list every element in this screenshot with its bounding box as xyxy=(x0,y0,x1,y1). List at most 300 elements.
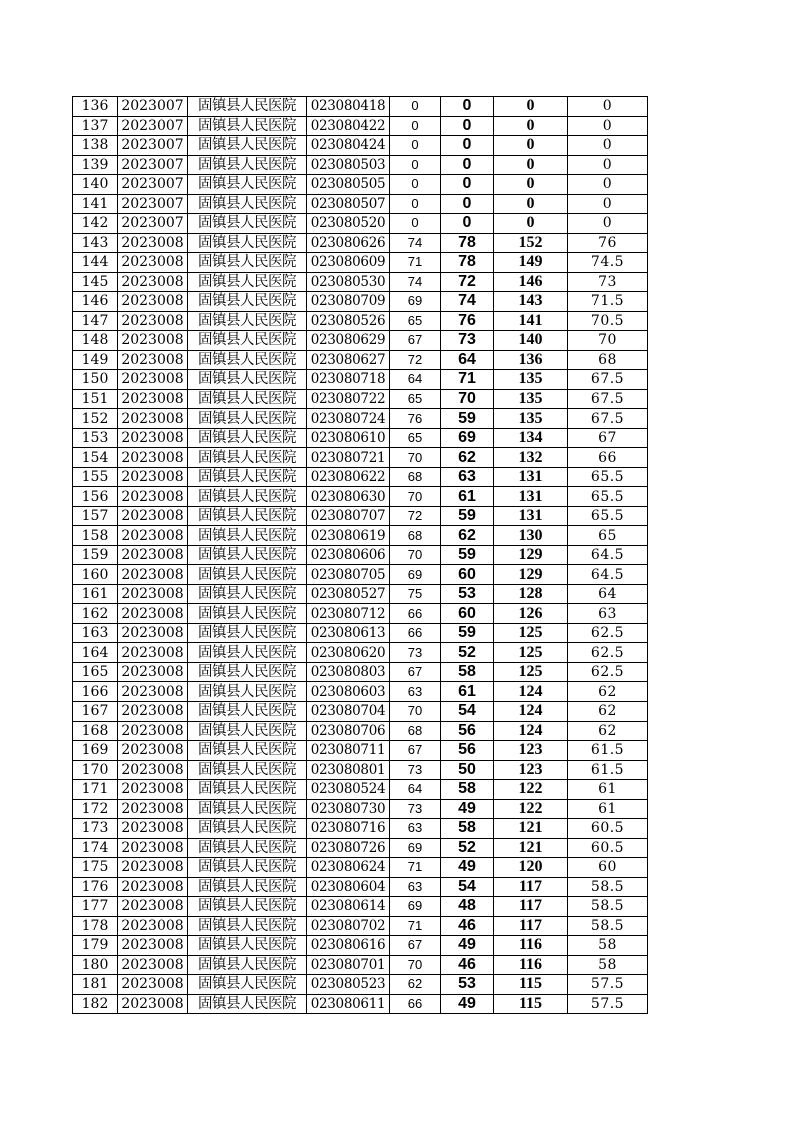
row-number-cell: 156 xyxy=(73,487,118,507)
interview-score-cell: 58 xyxy=(441,780,494,800)
position-code-cell: 2023008 xyxy=(118,253,188,273)
interview-score-cell: 49 xyxy=(441,994,494,1014)
row-number-cell: 150 xyxy=(73,370,118,390)
position-code-cell: 2023008 xyxy=(118,565,188,585)
written-score-cell: 66 xyxy=(390,604,441,624)
written-score-cell: 70 xyxy=(390,701,441,721)
table-row xyxy=(73,721,648,741)
ticket-number-cell: 023080530 xyxy=(307,272,390,292)
total-score-cell: 129 xyxy=(494,565,568,585)
table-row xyxy=(73,526,648,546)
ticket-number-cell: 023080726 xyxy=(307,838,390,858)
interview-score-cell: 46 xyxy=(441,916,494,936)
interview-score-cell: 78 xyxy=(441,233,494,253)
unit-name-cell: 固镇县人民医院 xyxy=(188,136,307,156)
ticket-number-cell: 023080604 xyxy=(307,877,390,897)
row-number-cell: 178 xyxy=(73,916,118,936)
final-score-cell: 64.5 xyxy=(568,565,648,585)
position-code-cell: 2023008 xyxy=(118,682,188,702)
position-code-cell: 2023008 xyxy=(118,858,188,878)
position-code-cell: 2023008 xyxy=(118,799,188,819)
position-code-cell: 2023008 xyxy=(118,623,188,643)
unit-name-cell: 固镇县人民医院 xyxy=(188,370,307,390)
ticket-number-cell: 023080505 xyxy=(307,175,390,195)
interview-score-cell: 49 xyxy=(441,936,494,956)
final-score-cell: 62.5 xyxy=(568,643,648,663)
interview-score-cell: 61 xyxy=(441,682,494,702)
interview-score-cell: 58 xyxy=(441,819,494,839)
position-code-cell: 2023008 xyxy=(118,877,188,897)
ticket-number-cell: 023080613 xyxy=(307,623,390,643)
ticket-number-cell: 023080619 xyxy=(307,526,390,546)
position-code-cell: 2023008 xyxy=(118,994,188,1014)
interview-score-cell: 56 xyxy=(441,721,494,741)
row-number-cell: 182 xyxy=(73,994,118,1014)
unit-name-cell: 固镇县人民医院 xyxy=(188,643,307,663)
total-score-cell: 143 xyxy=(494,292,568,312)
interview-score-cell: 53 xyxy=(441,584,494,604)
total-score-cell: 128 xyxy=(494,584,568,604)
unit-name-cell: 固镇县人民医院 xyxy=(188,506,307,526)
final-score-cell: 58.5 xyxy=(568,877,648,897)
unit-name-cell: 固镇县人民医院 xyxy=(188,545,307,565)
row-number-cell: 145 xyxy=(73,272,118,292)
interview-score-cell: 58 xyxy=(441,662,494,682)
interview-score-cell: 49 xyxy=(441,858,494,878)
unit-name-cell: 固镇县人民医院 xyxy=(188,682,307,702)
written-score-cell: 69 xyxy=(390,292,441,312)
ticket-number-cell: 023080523 xyxy=(307,975,390,995)
table-row xyxy=(73,487,648,507)
interview-score-cell: 52 xyxy=(441,643,494,663)
ticket-number-cell: 023080709 xyxy=(307,292,390,312)
unit-name-cell: 固镇县人民医院 xyxy=(188,955,307,975)
total-score-cell: 120 xyxy=(494,858,568,878)
total-score-cell: 0 xyxy=(494,175,568,195)
table-row xyxy=(73,253,648,273)
position-code-cell: 2023008 xyxy=(118,350,188,370)
row-number-cell: 143 xyxy=(73,233,118,253)
ticket-number-cell: 023080626 xyxy=(307,233,390,253)
interview-score-cell: 0 xyxy=(441,136,494,156)
table-row xyxy=(73,370,648,390)
ticket-number-cell: 023080803 xyxy=(307,662,390,682)
written-score-cell: 73 xyxy=(390,643,441,663)
row-number-cell: 151 xyxy=(73,389,118,409)
position-code-cell: 2023008 xyxy=(118,487,188,507)
position-code-cell: 2023007 xyxy=(118,214,188,234)
total-score-cell: 124 xyxy=(494,721,568,741)
table-row xyxy=(73,897,648,917)
final-score-cell: 70 xyxy=(568,331,648,351)
unit-name-cell: 固镇县人民医院 xyxy=(188,155,307,175)
table-row xyxy=(73,175,648,195)
final-score-cell: 62 xyxy=(568,682,648,702)
written-score-cell: 0 xyxy=(390,116,441,136)
unit-name-cell: 固镇县人民医院 xyxy=(188,116,307,136)
table-row xyxy=(73,975,648,995)
table-row xyxy=(73,311,648,331)
total-score-cell: 123 xyxy=(494,741,568,761)
final-score-cell: 60.5 xyxy=(568,838,648,858)
ticket-number-cell: 023080630 xyxy=(307,487,390,507)
ticket-number-cell: 023080801 xyxy=(307,760,390,780)
unit-name-cell: 固镇县人民医院 xyxy=(188,350,307,370)
interview-score-cell: 50 xyxy=(441,760,494,780)
unit-name-cell: 固镇县人民医院 xyxy=(188,604,307,624)
position-code-cell: 2023008 xyxy=(118,916,188,936)
written-score-cell: 68 xyxy=(390,721,441,741)
written-score-cell: 63 xyxy=(390,877,441,897)
table-row xyxy=(73,233,648,253)
final-score-cell: 0 xyxy=(568,116,648,136)
written-score-cell: 64 xyxy=(390,370,441,390)
table-row xyxy=(73,292,648,312)
position-code-cell: 2023008 xyxy=(118,662,188,682)
interview-score-cell: 74 xyxy=(441,292,494,312)
unit-name-cell: 固镇县人民医院 xyxy=(188,877,307,897)
row-number-cell: 173 xyxy=(73,819,118,839)
total-score-cell: 132 xyxy=(494,448,568,468)
row-number-cell: 148 xyxy=(73,331,118,351)
row-number-cell: 169 xyxy=(73,741,118,761)
unit-name-cell: 固镇县人民医院 xyxy=(188,760,307,780)
written-score-cell: 0 xyxy=(390,194,441,214)
position-code-cell: 2023007 xyxy=(118,175,188,195)
row-number-cell: 153 xyxy=(73,428,118,448)
written-score-cell: 74 xyxy=(390,233,441,253)
total-score-cell: 124 xyxy=(494,682,568,702)
written-score-cell: 68 xyxy=(390,467,441,487)
total-score-cell: 115 xyxy=(494,994,568,1014)
table-row xyxy=(73,877,648,897)
row-number-cell: 171 xyxy=(73,780,118,800)
ticket-number-cell: 023080422 xyxy=(307,116,390,136)
ticket-number-cell: 023080624 xyxy=(307,858,390,878)
interview-score-cell: 76 xyxy=(441,311,494,331)
total-score-cell: 135 xyxy=(494,370,568,390)
position-code-cell: 2023008 xyxy=(118,819,188,839)
total-score-cell: 124 xyxy=(494,701,568,721)
written-score-cell: 70 xyxy=(390,545,441,565)
interview-score-cell: 71 xyxy=(441,370,494,390)
unit-name-cell: 固镇县人民医院 xyxy=(188,721,307,741)
total-score-cell: 152 xyxy=(494,233,568,253)
unit-name-cell: 固镇县人民医院 xyxy=(188,214,307,234)
table-row xyxy=(73,682,648,702)
table-row xyxy=(73,350,648,370)
final-score-cell: 65.5 xyxy=(568,467,648,487)
written-score-cell: 76 xyxy=(390,409,441,429)
row-number-cell: 174 xyxy=(73,838,118,858)
final-score-cell: 61 xyxy=(568,780,648,800)
interview-score-cell: 0 xyxy=(441,97,494,117)
final-score-cell: 67 xyxy=(568,428,648,448)
table-row xyxy=(73,838,648,858)
interview-score-cell: 72 xyxy=(441,272,494,292)
ticket-number-cell: 023080524 xyxy=(307,780,390,800)
written-score-cell: 66 xyxy=(390,623,441,643)
written-score-cell: 65 xyxy=(390,311,441,331)
row-number-cell: 168 xyxy=(73,721,118,741)
total-score-cell: 0 xyxy=(494,194,568,214)
total-score-cell: 122 xyxy=(494,799,568,819)
total-score-cell: 117 xyxy=(494,916,568,936)
ticket-number-cell: 023080718 xyxy=(307,370,390,390)
row-number-cell: 179 xyxy=(73,936,118,956)
unit-name-cell: 固镇县人民医院 xyxy=(188,526,307,546)
row-number-cell: 160 xyxy=(73,565,118,585)
written-score-cell: 72 xyxy=(390,350,441,370)
ticket-number-cell: 023080507 xyxy=(307,194,390,214)
written-score-cell: 69 xyxy=(390,897,441,917)
interview-score-cell: 0 xyxy=(441,194,494,214)
written-score-cell: 73 xyxy=(390,799,441,819)
final-score-cell: 62 xyxy=(568,721,648,741)
ticket-number-cell: 023080610 xyxy=(307,428,390,448)
table-row xyxy=(73,936,648,956)
table-row xyxy=(73,994,648,1014)
written-score-cell: 62 xyxy=(390,975,441,995)
total-score-cell: 121 xyxy=(494,838,568,858)
ticket-number-cell: 023080730 xyxy=(307,799,390,819)
total-score-cell: 0 xyxy=(494,136,568,156)
table-row xyxy=(73,136,648,156)
position-code-cell: 2023008 xyxy=(118,428,188,448)
written-score-cell: 67 xyxy=(390,936,441,956)
total-score-cell: 121 xyxy=(494,819,568,839)
total-score-cell: 117 xyxy=(494,897,568,917)
final-score-cell: 58.5 xyxy=(568,897,648,917)
total-score-cell: 131 xyxy=(494,467,568,487)
total-score-cell: 0 xyxy=(494,214,568,234)
written-score-cell: 0 xyxy=(390,136,441,156)
written-score-cell: 0 xyxy=(390,175,441,195)
table-row xyxy=(73,819,648,839)
unit-name-cell: 固镇县人民医院 xyxy=(188,194,307,214)
final-score-cell: 60 xyxy=(568,858,648,878)
final-score-cell: 74.5 xyxy=(568,253,648,273)
total-score-cell: 135 xyxy=(494,389,568,409)
interview-score-cell: 61 xyxy=(441,487,494,507)
written-score-cell: 67 xyxy=(390,741,441,761)
table-row xyxy=(73,858,648,878)
row-number-cell: 152 xyxy=(73,409,118,429)
position-code-cell: 2023008 xyxy=(118,448,188,468)
ticket-number-cell: 023080627 xyxy=(307,350,390,370)
row-number-cell: 157 xyxy=(73,506,118,526)
final-score-cell: 61 xyxy=(568,799,648,819)
written-score-cell: 71 xyxy=(390,253,441,273)
written-score-cell: 0 xyxy=(390,214,441,234)
unit-name-cell: 固镇县人民医院 xyxy=(188,994,307,1014)
position-code-cell: 2023008 xyxy=(118,409,188,429)
unit-name-cell: 固镇县人民医院 xyxy=(188,428,307,448)
total-score-cell: 123 xyxy=(494,760,568,780)
ticket-number-cell: 023080712 xyxy=(307,604,390,624)
written-score-cell: 70 xyxy=(390,448,441,468)
table-row xyxy=(73,741,648,761)
interview-score-cell: 60 xyxy=(441,604,494,624)
total-score-cell: 125 xyxy=(494,623,568,643)
total-score-cell: 140 xyxy=(494,331,568,351)
final-score-cell: 57.5 xyxy=(568,994,648,1014)
interview-score-cell: 56 xyxy=(441,741,494,761)
final-score-cell: 70.5 xyxy=(568,311,648,331)
unit-name-cell: 固镇县人民医院 xyxy=(188,565,307,585)
table-row xyxy=(73,194,648,214)
final-score-cell: 0 xyxy=(568,175,648,195)
unit-name-cell: 固镇县人民医院 xyxy=(188,897,307,917)
unit-name-cell: 固镇县人民医院 xyxy=(188,819,307,839)
unit-name-cell: 固镇县人民医院 xyxy=(188,662,307,682)
interview-score-cell: 54 xyxy=(441,701,494,721)
written-score-cell: 72 xyxy=(390,506,441,526)
ticket-number-cell: 023080611 xyxy=(307,994,390,1014)
ticket-number-cell: 023080622 xyxy=(307,467,390,487)
final-score-cell: 0 xyxy=(568,214,648,234)
row-number-cell: 176 xyxy=(73,877,118,897)
total-score-cell: 149 xyxy=(494,253,568,273)
total-score-cell: 117 xyxy=(494,877,568,897)
final-score-cell: 0 xyxy=(568,155,648,175)
written-score-cell: 67 xyxy=(390,662,441,682)
row-number-cell: 155 xyxy=(73,467,118,487)
unit-name-cell: 固镇县人民医院 xyxy=(188,741,307,761)
written-score-cell: 65 xyxy=(390,389,441,409)
position-code-cell: 2023008 xyxy=(118,389,188,409)
written-score-cell: 64 xyxy=(390,780,441,800)
final-score-cell: 64 xyxy=(568,584,648,604)
interview-score-cell: 49 xyxy=(441,799,494,819)
row-number-cell: 180 xyxy=(73,955,118,975)
table-row xyxy=(73,623,648,643)
unit-name-cell: 固镇县人民医院 xyxy=(188,623,307,643)
table-row xyxy=(73,643,648,663)
ticket-number-cell: 023080526 xyxy=(307,311,390,331)
written-score-cell: 71 xyxy=(390,916,441,936)
interview-score-cell: 70 xyxy=(441,389,494,409)
table-row xyxy=(73,780,648,800)
table-row xyxy=(73,389,648,409)
row-number-cell: 138 xyxy=(73,136,118,156)
table-row xyxy=(73,701,648,721)
position-code-cell: 2023008 xyxy=(118,467,188,487)
interview-score-cell: 62 xyxy=(441,526,494,546)
unit-name-cell: 固镇县人民医院 xyxy=(188,467,307,487)
unit-name-cell: 固镇县人民医院 xyxy=(188,916,307,936)
unit-name-cell: 固镇县人民医院 xyxy=(188,311,307,331)
written-score-cell: 68 xyxy=(390,526,441,546)
position-code-cell: 2023008 xyxy=(118,701,188,721)
row-number-cell: 181 xyxy=(73,975,118,995)
unit-name-cell: 固镇县人民医院 xyxy=(188,701,307,721)
interview-score-cell: 73 xyxy=(441,331,494,351)
total-score-cell: 146 xyxy=(494,272,568,292)
row-number-cell: 146 xyxy=(73,292,118,312)
row-number-cell: 147 xyxy=(73,311,118,331)
interview-score-cell: 64 xyxy=(441,350,494,370)
final-score-cell: 58 xyxy=(568,955,648,975)
ticket-number-cell: 023080520 xyxy=(307,214,390,234)
table-row xyxy=(73,584,648,604)
row-number-cell: 141 xyxy=(73,194,118,214)
final-score-cell: 0 xyxy=(568,194,648,214)
written-score-cell: 70 xyxy=(390,487,441,507)
position-code-cell: 2023008 xyxy=(118,975,188,995)
total-score-cell: 125 xyxy=(494,643,568,663)
ticket-number-cell: 023080424 xyxy=(307,136,390,156)
unit-name-cell: 固镇县人民医院 xyxy=(188,253,307,273)
interview-score-cell: 0 xyxy=(441,116,494,136)
ticket-number-cell: 023080527 xyxy=(307,584,390,604)
written-score-cell: 70 xyxy=(390,955,441,975)
position-code-cell: 2023008 xyxy=(118,897,188,917)
interview-score-cell: 63 xyxy=(441,467,494,487)
position-code-cell: 2023008 xyxy=(118,272,188,292)
position-code-cell: 2023007 xyxy=(118,136,188,156)
ticket-number-cell: 023080716 xyxy=(307,819,390,839)
total-score-cell: 116 xyxy=(494,955,568,975)
total-score-cell: 135 xyxy=(494,409,568,429)
unit-name-cell: 固镇县人民医院 xyxy=(188,97,307,117)
unit-name-cell: 固镇县人民医院 xyxy=(188,858,307,878)
ticket-number-cell: 023080418 xyxy=(307,97,390,117)
row-number-cell: 175 xyxy=(73,858,118,878)
written-score-cell: 74 xyxy=(390,272,441,292)
position-code-cell: 2023007 xyxy=(118,194,188,214)
unit-name-cell: 固镇县人民医院 xyxy=(188,175,307,195)
unit-name-cell: 固镇县人民医院 xyxy=(188,292,307,312)
ticket-number-cell: 023080724 xyxy=(307,409,390,429)
unit-name-cell: 固镇县人民医院 xyxy=(188,389,307,409)
unit-name-cell: 固镇县人民医院 xyxy=(188,936,307,956)
written-score-cell: 66 xyxy=(390,994,441,1014)
position-code-cell: 2023008 xyxy=(118,331,188,351)
ticket-number-cell: 023080629 xyxy=(307,331,390,351)
score-table-body xyxy=(73,97,648,1014)
table-row xyxy=(73,506,648,526)
table-row xyxy=(73,565,648,585)
final-score-cell: 58.5 xyxy=(568,916,648,936)
interview-score-cell: 59 xyxy=(441,623,494,643)
final-score-cell: 62.5 xyxy=(568,662,648,682)
table-row xyxy=(73,448,648,468)
unit-name-cell: 固镇县人民医院 xyxy=(188,838,307,858)
table-row xyxy=(73,214,648,234)
written-score-cell: 69 xyxy=(390,565,441,585)
final-score-cell: 61.5 xyxy=(568,741,648,761)
row-number-cell: 137 xyxy=(73,116,118,136)
position-code-cell: 2023008 xyxy=(118,721,188,741)
written-score-cell: 69 xyxy=(390,838,441,858)
written-score-cell: 0 xyxy=(390,155,441,175)
row-number-cell: 164 xyxy=(73,643,118,663)
final-score-cell: 0 xyxy=(568,136,648,156)
final-score-cell: 71.5 xyxy=(568,292,648,312)
final-score-cell: 65.5 xyxy=(568,506,648,526)
unit-name-cell: 固镇县人民医院 xyxy=(188,975,307,995)
table-row xyxy=(73,916,648,936)
position-code-cell: 2023008 xyxy=(118,838,188,858)
row-number-cell: 172 xyxy=(73,799,118,819)
position-code-cell: 2023008 xyxy=(118,604,188,624)
total-score-cell: 116 xyxy=(494,936,568,956)
row-number-cell: 162 xyxy=(73,604,118,624)
final-score-cell: 67.5 xyxy=(568,389,648,409)
interview-score-cell: 48 xyxy=(441,897,494,917)
score-table xyxy=(72,96,648,1014)
